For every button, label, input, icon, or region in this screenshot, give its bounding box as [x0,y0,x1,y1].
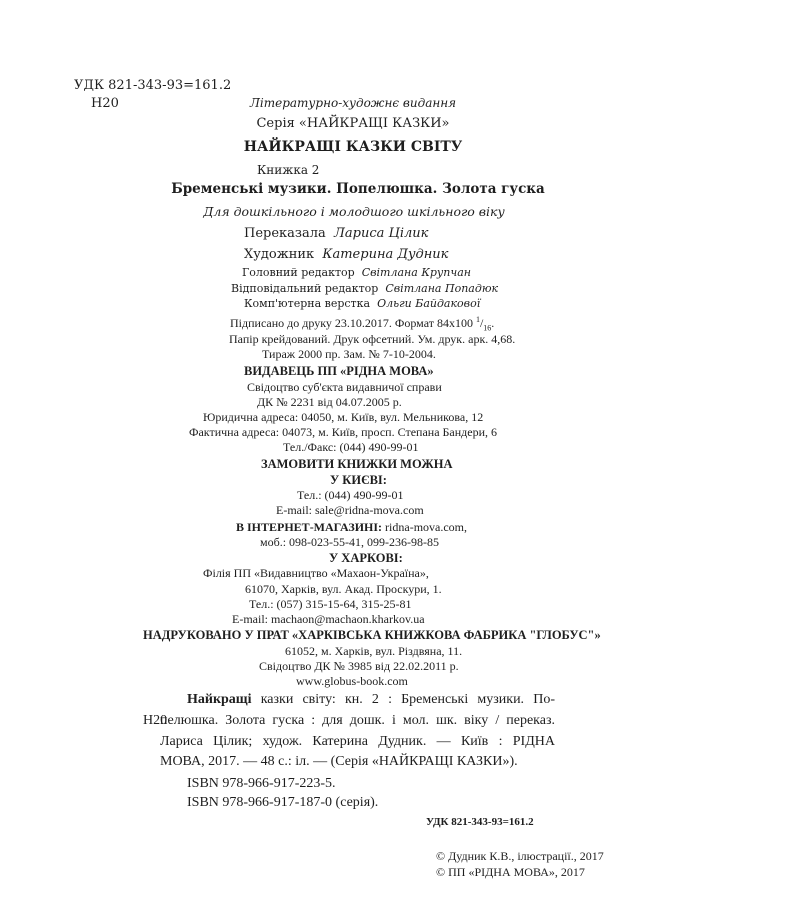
genre-label: Літературно-художнє видання [249,96,457,110]
catalog-code: Н20 [143,713,168,728]
order-kyiv-phone: Тел.: (044) 490-99-01 [297,488,404,502]
order-online-label: В ІНТЕРНЕТ-МАГАЗИНІ: [236,520,383,534]
format-denominator: 16 [483,323,492,333]
copyright-illustrations: © Дудник К.В., ілюстрації., 2017 [436,849,604,863]
catalog-isbn-2: ISBN 978-966-917-187-0 (серія). [187,795,379,810]
series-line: Серія «НАЙКРАЩІ КАЗКИ» [256,116,450,131]
publisher-title: ВИДАВЕЦЬ ПП «РІДНА МОВА» [244,364,434,378]
printer-cert: Свідоцтво ДК № 3985 від 22.02.2011 р. [259,659,459,673]
order-kharkiv-email: E-mail: machaon@machaon.kharkov.ua [232,612,425,626]
print-run: Тираж 2000 пр. Зам. № 7-10-2004. [262,347,436,361]
order-online [236,521,467,533]
print-signed-text: Підписано до друку 23.10.2017. Формат 84х100 [230,316,473,330]
publisher-actual-address: Фактична адреса: 04073, м. Київ, просп. Степана Бандери, 6 [189,425,498,439]
order-kyiv-title: У КИЄВІ: [330,473,387,487]
audience-line: Для дошкільного і молодшого шкільного віку [203,204,505,219]
print-signed: Підписано до друку 23.10.2017. Формат 84х100 $^1/_{16}$. [230,315,495,333]
stories-title: Бременські музики. Попелюшка. Золота гуска [171,181,545,197]
order-kharkiv-address: 61070, Харків, вул. Акад. Проскури, 1. [245,582,442,596]
publisher-legal-address: Юридична адреса: 04050, м. Київ, вул. Мельникова, 12 [203,410,484,424]
main-title: НАЙКРАЩІ КАЗКИ СВІТУ [243,139,463,155]
copyright-publisher: © ПП «РІДНА МОВА», 2017 [436,865,585,879]
book-number: Книжка 2 [257,163,320,177]
catalog-line-2: пелюшка. Золота гуска : для дошк. і мол. шк. віку / переказ. [160,713,555,728]
catalog-line-1 [187,693,555,707]
retold-label: Переказала [244,226,326,241]
printer-site: www.globus-book.com [296,674,408,688]
credit-label: Головний редактор [242,266,355,279]
print-paper: Папір крейдований. Друк офсетний. Ум. друк. арк. 4,68. [229,332,516,346]
order-title: ЗАМОВИТИ КНИЖКИ МОЖНА [261,457,453,471]
printer-title: НАДРУКОВАНО У ПРАТ «ХАРКІВСЬКА КНИЖКОВА ФАБРИКА "ГЛОБУС"» [143,628,601,642]
catalog-udc: УДК 821-343-93=161.2 [426,816,534,828]
credit-layout [244,298,480,309]
udc-top: УДК 821-343-93=161.2 [74,78,232,93]
retold-name: Лариса Цілик [334,226,429,241]
artist-line [244,248,448,261]
order-kyiv-email: E-mail: sale@ridna-mova.com [276,503,424,517]
order-kharkiv-title: У ХАРКОВІ: [329,551,403,565]
order-kharkiv-branch: Філія ПП «Видавництво «Махаон-Україна», [203,566,429,580]
catalog-isbn-1: ISBN 978-966-917-223-5. [187,776,336,791]
credit-name: Світлана Крупчан [361,266,472,279]
artist-label: Художник [244,247,315,262]
publisher-dk: ДК № 2231 від 04.07.2005 р. [257,395,402,409]
credit-chief-editor [242,267,471,278]
catalog-line-1-rest: казки світу: кн. 2 : Бременські музики. По- [260,692,555,707]
catalog-title-bold: Найкращі [187,692,252,707]
order-online-phones: моб.: 098-023-55-41, 099-236-98-85 [260,535,440,549]
artist-name: Катерина Дудник [322,247,449,262]
order-online-site[interactable]: ridna-mova.com, [385,520,468,534]
code-top: Н20 [91,96,119,111]
catalog-line-3: Лариса Цілик; худож. Катерина Дудник. — Київ : РІДНА [160,734,555,749]
credit-label: Відповідальний редактор [231,282,379,295]
publisher-phone: Тел./Факс: (044) 490-99-01 [283,440,419,454]
credit-responsible-editor [231,283,498,294]
order-kharkiv-phones: Тел.: (057) 315-15-64, 315-25-81 [249,597,412,611]
printer-address: 61052, м. Харків, вул. Різдвяна, 11. [285,644,463,658]
format-numerator: 1 [475,315,480,324]
credit-label: Комп'ютерна верстка [244,297,371,310]
credit-name: Світлана Попадюк [385,282,499,295]
publisher-cert: Свідоцтво суб'єкта видавничої справи [247,380,442,394]
credit-name: Ольги Байдакової [377,297,481,310]
retold-line [244,227,428,240]
catalog-line-4: МОВА, 2017. — 48 с.: іл. — (Серія «НАЙКРАЩІ КАЗКИ»). [160,754,518,769]
